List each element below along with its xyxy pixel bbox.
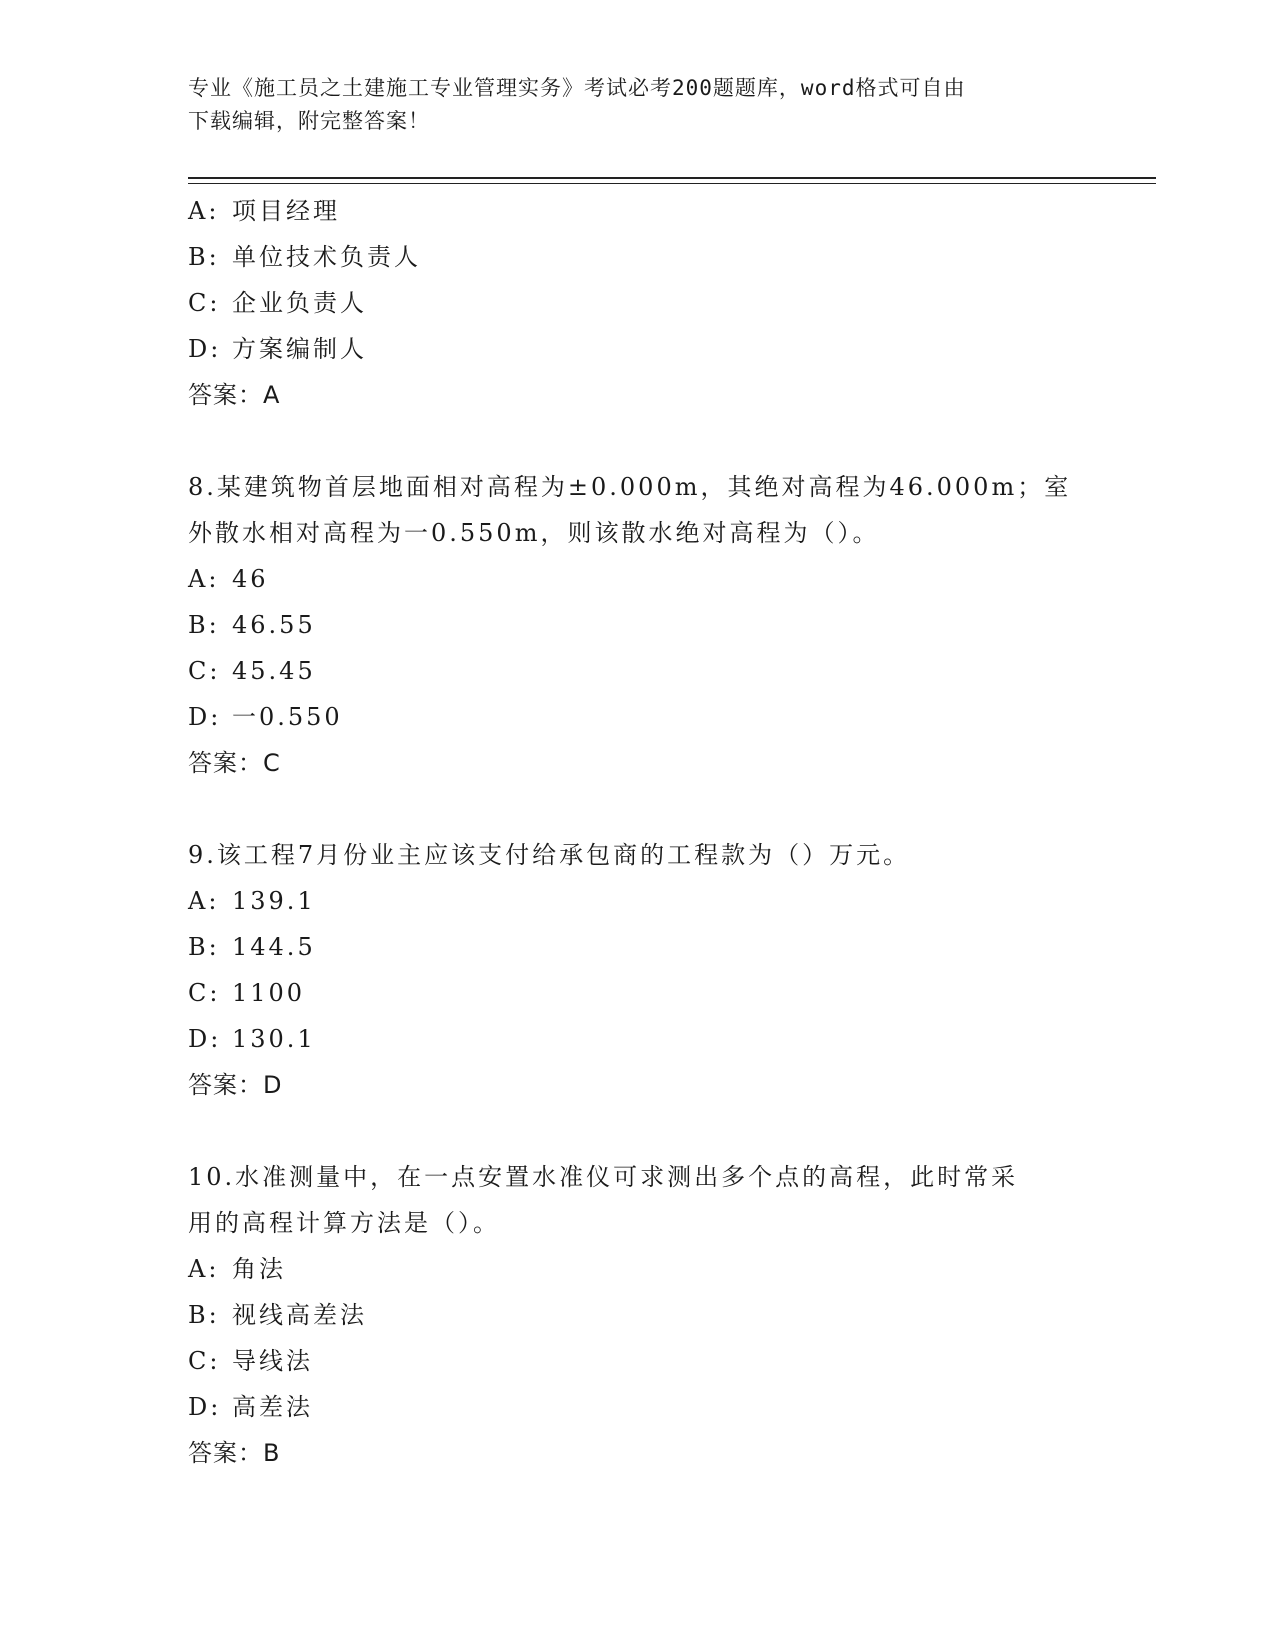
option-text: 130.1 — [232, 1025, 316, 1053]
option-d — [188, 326, 1088, 372]
question-block-8 — [188, 464, 1088, 786]
header-line-2: 下载编辑，附完整答案！ — [188, 109, 430, 133]
answer-value: B — [263, 1439, 281, 1467]
question-block-7 — [188, 188, 1088, 418]
question-text-line-1: 8.某建筑物首层地面相对高程为±0.000m，其绝对高程为46.000m；室 — [188, 473, 1072, 501]
option-text: 45.45 — [232, 657, 316, 685]
option-c — [188, 1338, 1088, 1384]
option-letter: D: — [188, 335, 222, 363]
question-block-9 — [188, 832, 1088, 1108]
option-text: 企业负责人 — [232, 289, 367, 317]
option-text: 项目经理 — [232, 197, 340, 225]
answer-line — [188, 372, 1088, 418]
option-letter: D: — [188, 703, 222, 731]
header-rule-thick — [188, 177, 1156, 179]
question-text-line-1: 9.该工程7月份业主应该支付给承包商的工程款为（）万元。 — [188, 841, 911, 869]
option-letter: A: — [188, 565, 220, 593]
option-c — [188, 648, 1088, 694]
option-d — [188, 1016, 1088, 1062]
option-text: 单位技术负责人 — [232, 243, 421, 271]
question-block-10 — [188, 1154, 1088, 1476]
document-header — [188, 72, 1088, 138]
option-c — [188, 280, 1088, 326]
header-line-1: 专业《施工员之土建施工专业管理实务》考试必考200题题库，word格式可自由 — [188, 76, 966, 100]
answer-value: D — [263, 1071, 283, 1099]
option-text: 视线高差法 — [232, 1301, 367, 1329]
option-b — [188, 602, 1088, 648]
option-letter: B: — [188, 933, 220, 961]
option-text: 139.1 — [232, 887, 316, 915]
option-b — [188, 234, 1088, 280]
option-a — [188, 556, 1088, 602]
option-c — [188, 970, 1088, 1016]
question-text-line-2: 用的高程计算方法是（）。 — [188, 1209, 500, 1237]
answer-line — [188, 1062, 1088, 1108]
option-letter: A: — [188, 1255, 220, 1283]
option-text: 方案编制人 — [232, 335, 367, 363]
option-text: 导线法 — [232, 1347, 313, 1375]
option-text: 一0.550 — [232, 703, 343, 731]
question-text-line-2: 外散水相对高程为一0.550m，则该散水绝对高程为（）。 — [188, 519, 880, 547]
option-a — [188, 188, 1088, 234]
answer-line — [188, 1430, 1088, 1476]
option-letter: A: — [188, 197, 220, 225]
option-text: 46 — [232, 565, 269, 593]
answer-label: 答案： — [188, 749, 263, 777]
option-letter: D: — [188, 1025, 222, 1053]
option-letter: B: — [188, 1301, 220, 1329]
answer-label: 答案： — [188, 1071, 263, 1099]
option-d — [188, 1384, 1088, 1430]
question-text-line-1: 10.水准测量中，在一点安置水准仪可求测出多个点的高程，此时常采 — [188, 1163, 1019, 1191]
option-a — [188, 1246, 1088, 1292]
option-text: 46.55 — [232, 611, 316, 639]
option-letter: C: — [188, 979, 221, 1007]
option-text: 角法 — [232, 1255, 286, 1283]
option-letter: C: — [188, 657, 221, 685]
option-letter: B: — [188, 611, 220, 639]
header-rule-thin — [188, 183, 1156, 184]
answer-value: C — [263, 749, 281, 777]
answer-label: 答案： — [188, 381, 263, 409]
option-text: 144.5 — [232, 933, 316, 961]
option-text: 高差法 — [232, 1393, 313, 1421]
document-body — [188, 188, 1088, 1476]
option-letter: B: — [188, 243, 220, 271]
option-text: 1100 — [232, 979, 306, 1007]
option-a — [188, 878, 1088, 924]
option-b — [188, 924, 1088, 970]
option-b — [188, 1292, 1088, 1338]
option-letter: A: — [188, 887, 220, 915]
option-letter: C: — [188, 289, 221, 317]
answer-line — [188, 740, 1088, 786]
option-letter: C: — [188, 1347, 221, 1375]
answer-label: 答案： — [188, 1439, 263, 1467]
option-letter: D: — [188, 1393, 222, 1421]
option-d — [188, 694, 1088, 740]
answer-value: A — [263, 381, 281, 409]
